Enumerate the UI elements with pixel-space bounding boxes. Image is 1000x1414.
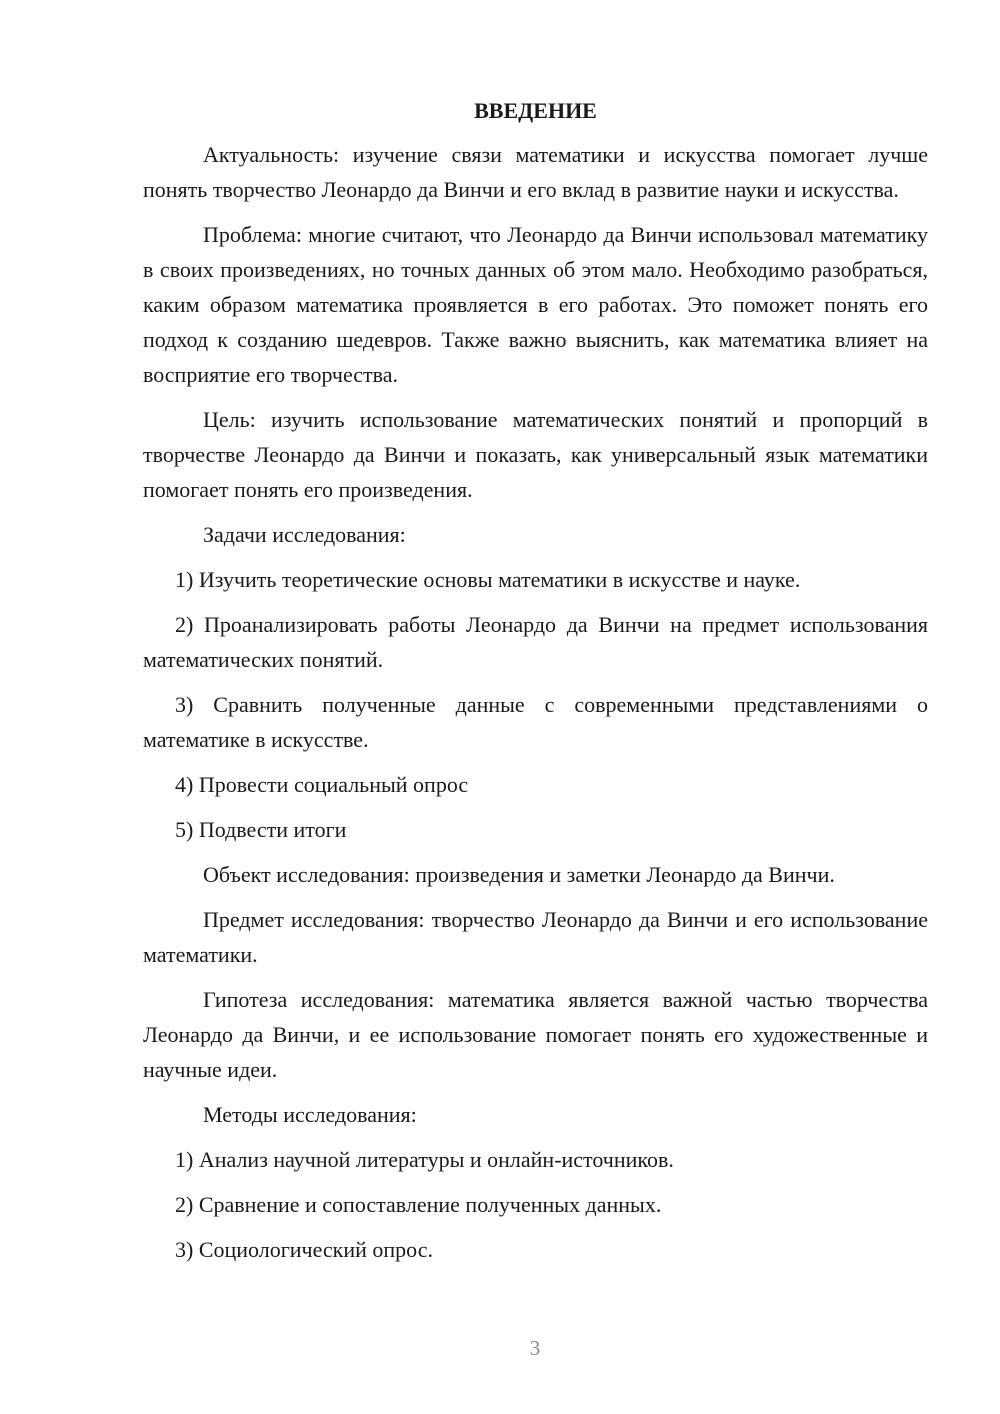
- tasks-heading: Задачи исследования:: [203, 522, 406, 547]
- page-title: ВВЕДЕНИЕ: [474, 98, 597, 123]
- page-content: [143, 96, 928, 1277]
- task-item-2: 2) Проанализировать работы Леонардо да Винчи на предмет использования математических понятий.: [143, 612, 928, 672]
- methods-heading: Методы исследования:: [203, 1102, 417, 1127]
- paragraph-relevance: Актуальность: изучение связи математики и искусства помогает лучше понять творчество Леонардо да Винчи и его вклад в развитие науки и искусства.: [143, 142, 928, 202]
- paragraph-object: Объект исследования: произведения и заметки Леонардо да Винчи.: [203, 862, 835, 887]
- paragraph-hypothesis: Гипотеза исследования: математика является важной частью творчества Леонардо да Винчи, и ее использование помогает понять его художественные и научные идеи.: [143, 987, 928, 1082]
- paragraph-problem: Проблема: многие считают, что Леонардо да Винчи использовал математику в своих произведениях, но точных данных об этом мало. Необходимо разобраться, каким образом математика проявляется в его работах. Это поможет понять его подход к созданию шедевров. Также важно выяснить, как математика влияет на восприятие его творчества.: [143, 222, 928, 387]
- method-item-2: 2) Сравнение и сопоставление полученных данных.: [175, 1192, 662, 1217]
- paragraph-goal: Цель: изучить использование математических понятий и пропорций в творчестве Леонардо да Винчи и показать, как универсальный язык математики помогает понять его произведения.: [143, 407, 928, 502]
- task-item-1: 1) Изучить теоретические основы математики в искусстве и науке.: [175, 567, 801, 592]
- task-item-4: 4) Провести социальный опрос: [175, 772, 469, 797]
- paragraph-subject: Предмет исследования: творчество Леонардо да Винчи и его использование математики.: [143, 907, 928, 967]
- page-number: 3: [529, 1336, 541, 1360]
- task-item-5: 5) Подвести итоги: [175, 817, 347, 842]
- method-item-1: 1) Анализ научной литературы и онлайн-источников.: [175, 1147, 674, 1172]
- task-item-3: 3) Сравнить полученные данные с современными представлениями о математике в искусстве.: [143, 692, 928, 752]
- method-item-3: 3) Социологический опрос.: [175, 1237, 433, 1262]
